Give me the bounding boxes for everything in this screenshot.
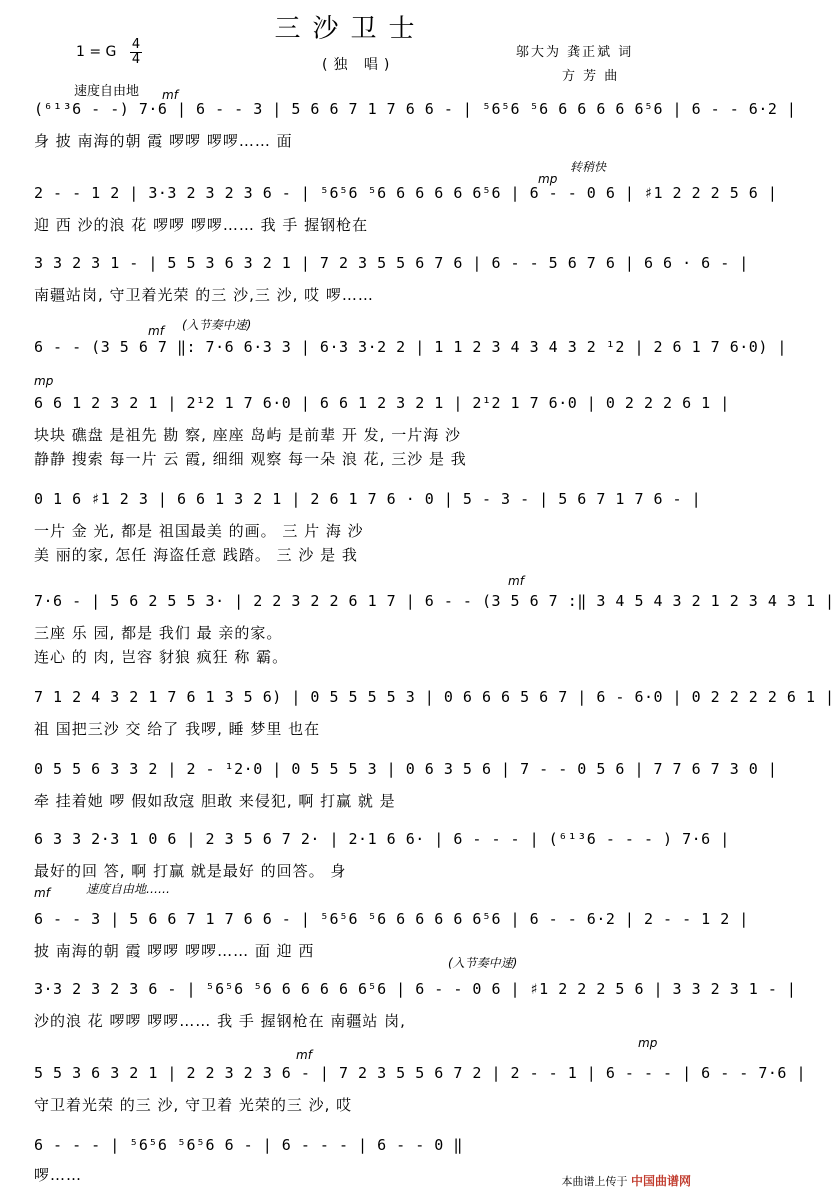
dynamic-marking: mf <box>148 324 164 338</box>
page-title: 三沙卫士 <box>274 14 427 44</box>
lyric-line: 牵 挂着她 啰 假如敌寇 胆敢 来侵犯, 啊 打赢 就 是 <box>34 792 396 810</box>
dynamic-marking: mf <box>162 88 178 102</box>
notation-line: 3·3 2 3 2 3 6 - | ⁵6⁵6 ⁵6 6 6 6 6 6⁵6 | 6 - - 0 6 | ♯1 2 2 2 5 6 | 3 3 2 3 1 - | <box>34 980 797 998</box>
footer <box>561 1172 691 1189</box>
tempo-marking: 速度自由地 <box>74 84 140 99</box>
dynamic-marking: mf <box>34 886 50 900</box>
dynamic-marking: mp <box>34 374 54 388</box>
lyric-line: 南疆站岗, 守卫着光荣 的三 沙,三 沙, 哎 啰…… <box>34 286 374 304</box>
dynamic-marking: 速度自由地…… <box>86 882 171 896</box>
notation-line: 6 3 3 2·3 1 0 6 | 2 3 5 6 7 2· | 2·1 6 6· | 6 - - - | (⁶¹³6 - - - ) 7·6 | <box>34 830 730 848</box>
dynamic-marking: mf <box>508 574 524 588</box>
dynamic-marking: (入节奏中速) <box>182 318 252 332</box>
footer-text: 本曲谱上传于 <box>561 1175 628 1188</box>
notation-line: 7 1 2 4 3 2 1 7 6 1 3 5 6) | 0 5 5 5 5 3 | 0 6 6 6 5 6 7 | 6 - 6·0 | 0 2 2 2 2 6 1 | <box>34 688 835 706</box>
time-signature <box>130 38 142 67</box>
time-bottom: 4 <box>131 52 141 67</box>
lyric-line: 沙的浪 花 啰啰 啰啰…… 我 手 握钢枪在 南疆站 岗, <box>34 1012 406 1030</box>
dynamic-marking: mp <box>638 1036 658 1050</box>
dynamic-marking: (入节奏中速) <box>448 956 518 970</box>
dynamic-marking: mf <box>296 1048 312 1062</box>
lyric-line: 最好的回 答, 啊 打赢 就是最好 的回答。 身 <box>34 862 347 880</box>
lyric-line: 守卫着光荣 的三 沙, 守卫着 光荣的三 沙, 哎 <box>34 1096 353 1114</box>
lyric-line: 连心 的 肉, 岂容 豺狼 疯狂 称 霸。 <box>34 648 289 666</box>
notation-line: 2 - - 1 2 | 3·3 2 3 2 3 6 - | ⁵6⁵6 ⁵6 6 6 6 6 6⁵6 | 6 - - 0 6 | ♯1 2 2 2 5 6 | <box>34 184 778 202</box>
dynamic-marking: mp <box>538 172 558 186</box>
notation-line: 0 5 5 6 3 3 2 | 2 - ¹2·0 | 0 5 5 5 3 | 0 6 3 5 6 | 7 - - 0 5 6 | 7 7 6 7 3 0 | <box>34 760 778 778</box>
notation-line: 6 - - - | ⁵6⁵6 ⁵6⁵6 6 - | 6 - - - | 6 - - 0 ‖ <box>34 1136 463 1154</box>
lyricist-credit: 邬大为 龚正斌 词 <box>516 45 634 60</box>
lyric-line: 披 南海的朝 霞 啰啰 啰啰…… 面 迎 西 <box>34 942 315 960</box>
notation-line: 5 5 3 6 3 2 1 | 2 2 3 2 3 6 - | 7 2 3 5 5 6 7 2 | 2 - - 1 | 6 - - - | 6 - - 7·6 | <box>34 1064 806 1082</box>
notation-line: 6 - - 3 | 5 6 6 7 1 7 6 6 - | ⁵6⁵6 ⁵6 6 6 6 6 6⁵6 | 6 - - 6·2 | 2 - - 1 2 | <box>34 910 749 928</box>
lyric-line: 一片 金 光, 都是 祖国最美 的画。 三 片 海 沙 <box>34 522 364 540</box>
notation-line: 3 3 2 3 1 - | 5 5 3 6 3 2 1 | 7 2 3 5 5 6 7 6 | 6 - - 5 6 7 6 | 6 6 · 6 - | <box>34 254 749 272</box>
lyric-line: 身 披 南海的朝 霞 啰啰 啰啰…… 面 <box>34 132 293 150</box>
site-logo: 中国曲谱网 <box>630 1174 691 1188</box>
lyric-line: 迎 西 沙的浪 花 啰啰 啰啰…… 我 手 握钢枪在 <box>34 216 369 234</box>
lyric-line: 美 丽的家, 怎任 海盗任意 践踏。 三 沙 是 我 <box>34 546 358 564</box>
lyric-line: 三座 乐 园, 都是 我们 最 亲的家。 <box>34 624 283 642</box>
composer-credit: 方 芳 曲 <box>562 69 620 84</box>
notation-line: 6 6 1 2 3 2 1 | 2¹2 1 7 6·0 | 6 6 1 2 3 2 1 | 2¹2 1 7 6·0 | 0 2 2 2 6 1 | <box>34 394 730 412</box>
lyric-line: 祖 国把三沙 交 给了 我啰, 睡 梦里 也在 <box>34 720 321 738</box>
lyric-line: 块块 礁盘 是祖先 勘 察, 座座 岛屿 是前辈 开 发, 一片海 沙 <box>34 426 461 444</box>
notation-line: 6 - - (3 5 6 7 ‖: 7·6 6·3 3 | 6·3 3·2 2 | 1 1 2 3 4 3 4 3 2 ¹2 | 2 6 1 7 6·0) | <box>34 338 787 356</box>
key-signature: 1 = G <box>76 44 117 60</box>
time-top: 4 <box>131 37 141 52</box>
lyric-line: 静静 搜索 每一片 云 霞, 细细 观察 每一朵 浪 花, 三沙 是 我 <box>34 450 467 468</box>
lyric-line: 啰…… <box>34 1166 83 1184</box>
notation-line: (⁶¹³6 - -) 7·6 | 6 - - 3 | 5 6 6 7 1 7 6 6 - | ⁵6⁵6 ⁵6 6 6 6 6 6⁵6 | 6 - - 6·2 | <box>34 100 797 118</box>
notation-line: 0 1 6 ♯1 2 3 | 6 6 1 3 2 1 | 2 6 1 7 6 · 0 | 5 - 3 - | 5 6 7 1 7 6 - | <box>34 490 702 508</box>
performance-mode: (独 唱) <box>322 57 396 73</box>
dynamic-marking: 转稍快 <box>570 160 607 174</box>
notation-line: 7·6 - | 5 6 2 5 5 3· | 2 2 3 2 2 6 1 7 | 6 - - (3 5 6 7 :‖ 3 4 5 4 3 2 1 2 3 4 3 1 | <box>34 592 835 610</box>
